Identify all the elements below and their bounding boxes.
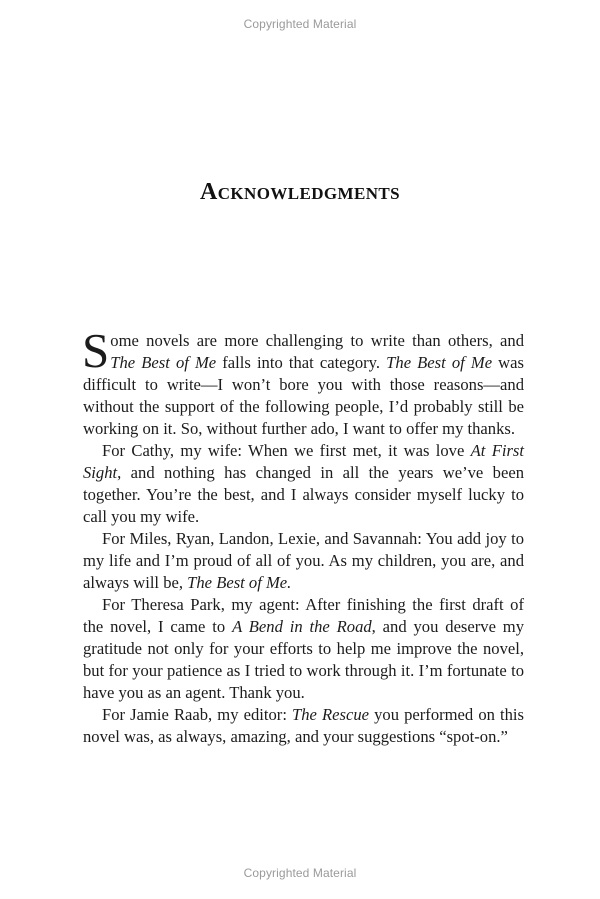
paragraph-1-text-3: was difficult to write—I won’t bore you with those reasons—and without the support of the following people, I’d probably still be working on it. So, without further ado, I want to offer my thanks. [83, 353, 524, 438]
paragraph-5-text-1: For Jamie Raab, my editor: [102, 705, 293, 724]
paragraph-4-text-2: , and you deserve my gratitude not only for your efforts to help me improve the novel, but for your patience as I tried to work through it. I’m fortunate to have you as an agent. Thank you. [83, 617, 525, 702]
drop-cap: S [82, 323, 110, 378]
paragraph-5 [83, 704, 524, 748]
book-title: The Rescue [292, 705, 370, 724]
book-title: At First Sight [83, 441, 524, 482]
book-title: The Best of Me [386, 353, 493, 372]
paragraph-1-text-2: falls into that category. [216, 353, 387, 372]
paragraph-2-text-1: For Cathy, my wife: When we first met, it was love [102, 441, 471, 460]
acknowledgments-body [82, 323, 525, 748]
paragraph-1 [82, 323, 524, 440]
paragraph-4-text-1: For Theresa Park, my agent: After finishing the first draft of the novel, I came to [83, 595, 524, 636]
book-title: A Bend in the Road [232, 617, 372, 636]
book-title: The Best of Me. [187, 573, 292, 592]
book-title: The Best of Me [110, 353, 217, 372]
paragraph-2 [83, 440, 524, 528]
paragraph-3 [83, 528, 524, 594]
copyright-watermark-bottom: Copyrighted Material [243, 866, 357, 880]
paragraph-1-text-1: ome novels are more challenging to write than others, and [110, 331, 524, 350]
paragraph-5-text-2: you performed on this novel was, as always, amazing, and your suggestions “spot-on.” [83, 705, 524, 746]
paragraph-2-text-2: , and nothing has changed in all the years we’ve been together. You’re the best, and I always consider myself lucky to call you my wife. [83, 463, 524, 526]
paragraph-3-text-1: For Miles, Ryan, Landon, Lexie, and Savannah: You add joy to my life and I’m proud of all of you. As my children, you are, and always will be, [83, 529, 524, 592]
copyright-watermark-top: Copyrighted Material [243, 17, 357, 31]
paragraph-4 [83, 594, 524, 704]
page-title: Acknowledgments [200, 179, 400, 206]
